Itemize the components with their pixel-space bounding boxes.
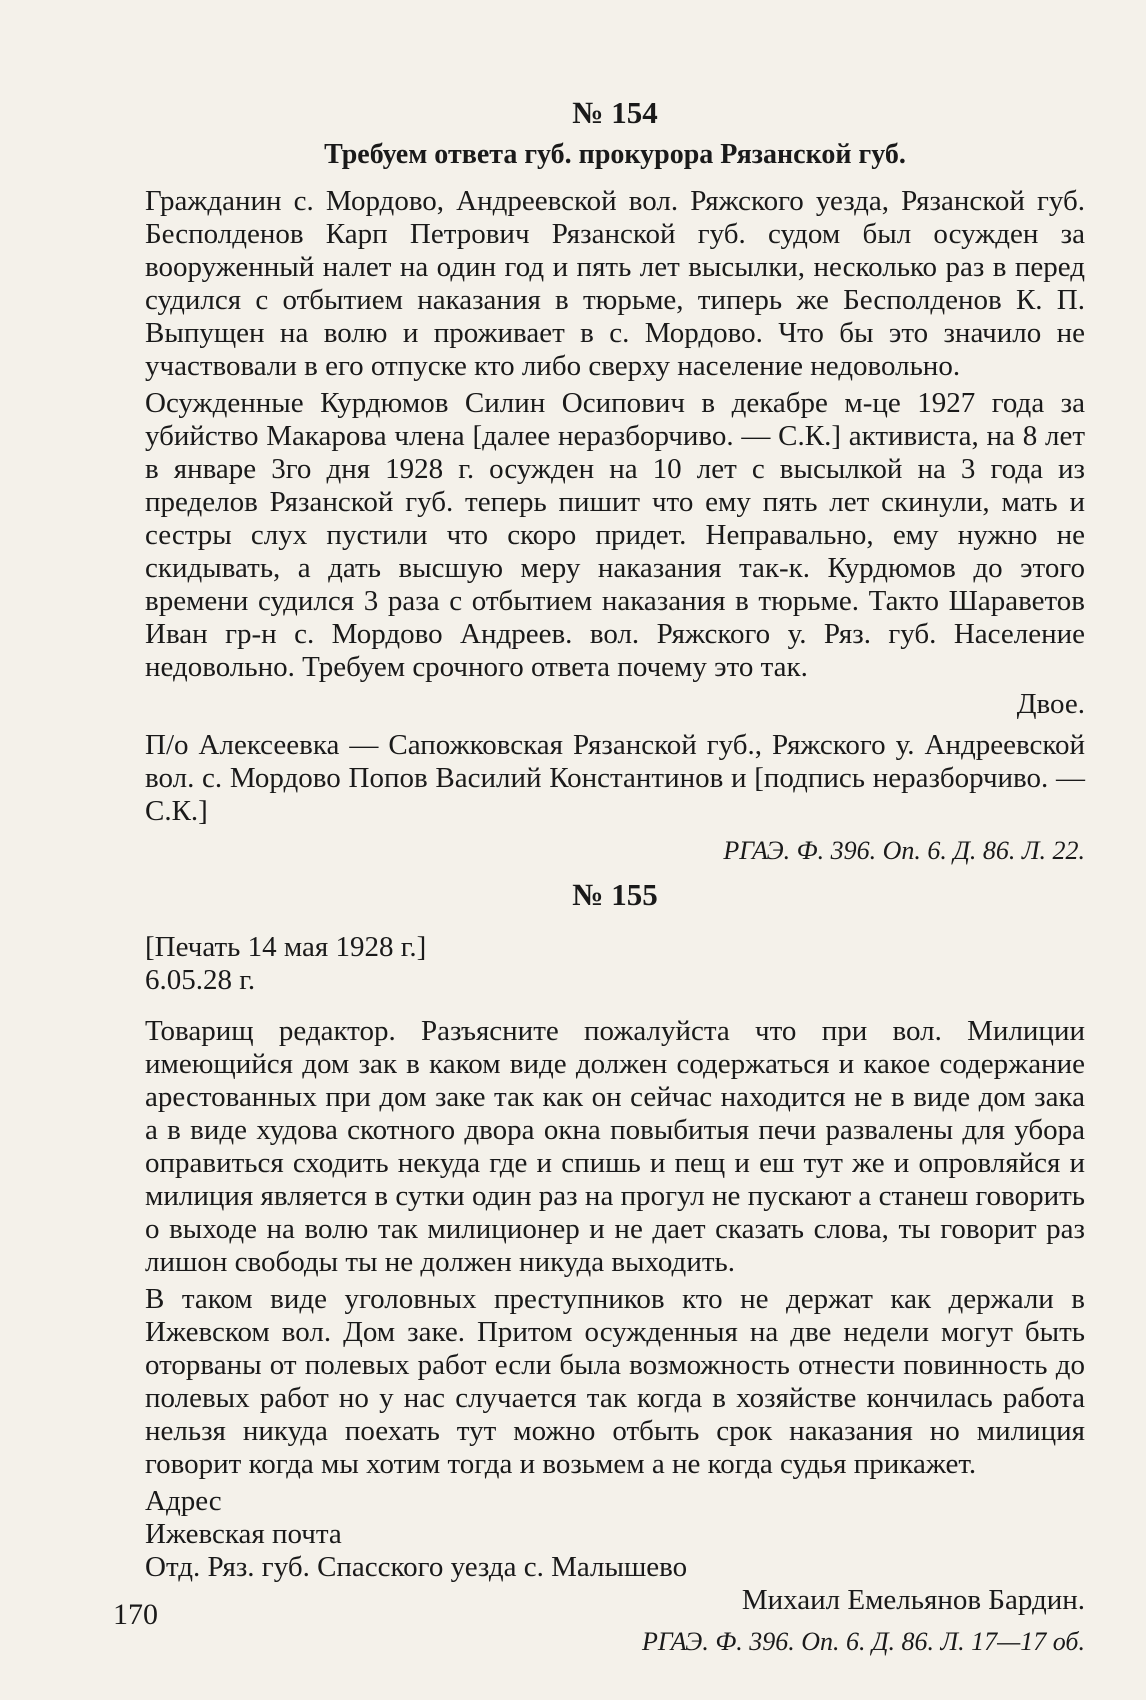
doc-154-paragraph-1: Гражданин с. Мордово, Андреевской вол. Ряжского уезда, Рязанской губ. Бесполденов Карп Петрович Рязанской губ. судом был осужден за вооруженный налет на один год и пять лет высылки, несколько раз в перед судился с отбытием наказания в тюрьме, типерь же Бесполденов К. П. Выпущен на волю и проживает в с. Мордово. Что бы это значило не участвовали в его отпуске кто либо сверху население недовольно. [145, 185, 1085, 382]
doc-154-number: № 154 [572, 95, 658, 130]
page-number: 170 [113, 1598, 158, 1631]
doc-155-paragraph-1: Товарищ редактор. Разъясните пожалуйста что при вол. Милиции имеющийся дом зак в каком виде должен содержаться и какое содержание арестованных при дом заке так как он сейчас находится не в виде дом зака а в виде худова скотного двора окна повыбитыя печи развалены для убора оправиться сходить некуда где и спишь и пещ и еш тут же и опровляйся и милиция является в сутки один раз на прогул не пускают а станеш говорить о выходе на волю так милиционер и не дает сказать слова, ты говорит раз лишон свободы ты не должен никуда выходить. [145, 1015, 1085, 1278]
doc-155-archive-ref: РГАЭ. Ф. 396. Оп. 6. Д. 86. Л. 17—17 об. [641, 1627, 1085, 1656]
doc-154-archive-ref: РГАЭ. Ф. 396. Оп. 6. Д. 86. Л. 22. [723, 836, 1085, 865]
doc-154-address: П/о Алексеевка — Сапожковская Рязанской губ., Ряжского у. Андреевской вол. с. Мордово Попов Василий Константинов и [подпись неразборчиво. — С.К.] [145, 729, 1085, 827]
doc-155-paragraph-2: В таком виде уголовных преступников кто не держат как держали в Ижевском вол. Дом заке. Притом осужденныя на две недели могут быть оторваны от полевых работ если была возможность отнести повинность до полевых работ но у нас случается так когда в хозяйстве кончилась работа нельзя никуда поехать тут можно отбыть срок наказания но милиция говорит когда мы хотим тогда и возьмем а не когда судья прикажет. [145, 1283, 1085, 1480]
doc-154-title: Требуем ответа губ. прокурора Рязанской губ. [324, 139, 906, 170]
document-page [145, 95, 1085, 1665]
doc-155-stamp: [Печать 14 мая 1928 г.] [145, 931, 427, 963]
doc-155-address-label: Адрес [145, 1485, 222, 1517]
doc-155-signature: Михаил Емельянов Бардин. [741, 1584, 1085, 1616]
doc-155-address-line-1: Ижевская почта [145, 1518, 342, 1550]
doc-154-signature: Двое. [1016, 688, 1085, 720]
doc-155-address-line-2: Отд. Ряз. губ. Спасского уезда с. Малышево [145, 1551, 688, 1583]
doc-155-date: 6.05.28 г. [145, 964, 256, 996]
doc-154-paragraph-2: Осужденные Курдюмов Силин Осипович в декабре м-це 1927 года за убийство Макарова члена [далее неразборчиво. — С.К.] активиста, на 8 лет в январе 3го дня 1928 г. осужден на 10 лет с высылкой на 3 года из пределов Рязанской губ. теперь пишит что ему пять лет скинули, мать и сестры слух пустили что скоро придет. Неправально, ему нужно не скидывать, а дать высшую меру наказания так-к. Курдюмов до этого времени судился 3 раза с отбытием наказания в тюрьме. Такто Шараветов Иван гр-н с. Мордово Андреев. вол. Ряжского у. Ряз. губ. Население недовольно. Требуем срочного ответа почему это так. [145, 387, 1085, 683]
doc-155-number: № 155 [572, 877, 658, 912]
